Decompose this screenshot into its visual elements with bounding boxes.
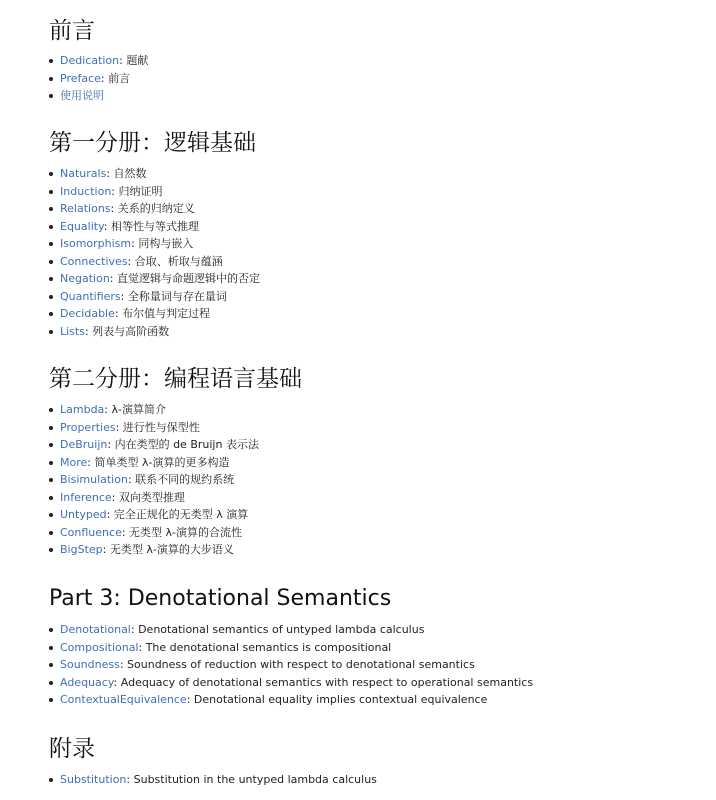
chapter-desc: : 同构与嵌入 xyxy=(131,237,194,250)
chapter-link[interactable]: Adequacy xyxy=(60,675,114,689)
chapter-link[interactable]: Induction xyxy=(60,184,112,198)
chapter-list xyxy=(49,52,148,105)
list-item xyxy=(60,87,148,105)
section-appendix xyxy=(49,734,377,789)
list-item xyxy=(60,323,260,341)
chapter-list xyxy=(49,165,260,340)
chapter-desc: : λ-演算简介 xyxy=(104,403,166,416)
list-item xyxy=(60,218,260,236)
chapter-desc: : Soundness of reduction with respect to denotational semantics xyxy=(119,658,475,671)
chapter-desc: : 布尔值与判定过程 xyxy=(114,307,211,320)
chapter-link[interactable]: Properties xyxy=(60,420,116,434)
section-title: Part 3: Denotational Semantics xyxy=(49,586,392,611)
chapter-desc: : 关系的归纳定义 xyxy=(110,202,195,215)
chapter-desc: : 题献 xyxy=(119,54,149,67)
chapter-desc: : 无类型 λ-演算的大步语义 xyxy=(102,543,234,556)
list-item xyxy=(60,200,260,218)
chapter-link[interactable]: Connectives xyxy=(60,254,128,268)
list-item xyxy=(60,639,533,657)
list-item xyxy=(60,183,260,201)
chapter-link[interactable]: Lists xyxy=(60,324,85,338)
list-item xyxy=(60,401,302,419)
list-item xyxy=(60,471,302,489)
section-logical-foundations xyxy=(49,128,260,340)
chapter-link[interactable]: Inference xyxy=(60,490,112,504)
chapter-desc: : 自然数 xyxy=(106,167,147,180)
chapter-desc: : 内在类型的 de Bruijn 表示法 xyxy=(107,438,259,451)
chapter-desc: : 列表与高阶函数 xyxy=(84,324,170,338)
chapter-link[interactable]: Equality xyxy=(60,219,104,233)
chapter-desc: : 完全正规化的无类型 λ 演算 xyxy=(106,508,249,521)
chapter-desc: : 前言 xyxy=(100,71,131,85)
list-item xyxy=(60,541,302,559)
chapter-desc: : 进行性与保型性 xyxy=(115,420,200,434)
chapter-desc: : Denotational equality implies contextual equivalence xyxy=(186,693,488,706)
chapter-desc: : 简单类型 λ-演算的更多构造 xyxy=(87,455,230,469)
list-item xyxy=(60,253,260,271)
list-item xyxy=(60,419,302,437)
list-item xyxy=(60,70,148,88)
chapter-desc: : 联系不同的规约系统 xyxy=(127,473,235,486)
chapter-link[interactable]: Denotational xyxy=(60,623,131,636)
list-item xyxy=(60,436,302,454)
list-item xyxy=(60,454,302,472)
chapter-list xyxy=(49,401,302,559)
section-title: 前言 xyxy=(49,18,95,44)
chapter-link[interactable]: Isomorphism xyxy=(60,237,132,250)
list-item xyxy=(60,506,302,524)
list-item xyxy=(60,771,377,789)
chapter-link[interactable]: ContextualEquivalence xyxy=(60,693,187,706)
chapter-desc: : 无类型 λ-演算的合流性 xyxy=(121,525,243,539)
chapter-desc: : 全称量词与存在量词 xyxy=(120,289,227,303)
list-item xyxy=(60,288,260,306)
section-preface xyxy=(49,16,148,105)
list-item xyxy=(60,656,533,674)
chapter-link[interactable]: Naturals xyxy=(60,167,107,180)
list-item xyxy=(60,489,302,507)
chapter-desc: : 双向类型推理 xyxy=(111,490,185,504)
chapter-link[interactable]: Lambda xyxy=(60,403,105,416)
chapter-link[interactable]: Soundness xyxy=(60,658,120,671)
list-item xyxy=(60,524,302,542)
chapter-link[interactable]: Relations xyxy=(60,202,111,215)
list-item xyxy=(60,674,533,692)
chapter-link[interactable]: DeBruijn xyxy=(60,438,108,451)
section-denotational-semantics xyxy=(49,584,533,709)
chapter-desc: : 归纳证明 xyxy=(111,184,163,198)
section-programming-language-foundations xyxy=(49,364,302,559)
chapter-desc: : Substitution in the untyped lambda calculus xyxy=(126,773,377,786)
chapter-desc: : 相等性与等式推理 xyxy=(103,219,199,233)
chapter-desc: : Adequacy of denotational semantics with respect to operational semantics xyxy=(113,675,534,689)
chapter-desc: : 直觉逻辑与命题逻辑中的否定 xyxy=(109,272,260,285)
chapter-list xyxy=(49,621,533,709)
chapter-link[interactable]: More xyxy=(60,455,88,469)
chapter-link[interactable]: Quantifiers xyxy=(60,289,121,303)
chapter-link[interactable]: 使用说明 xyxy=(60,89,104,102)
section-title: 附录 xyxy=(49,736,95,762)
list-item xyxy=(60,235,260,253)
chapter-desc: : Denotational semantics of untyped lambda calculus xyxy=(130,623,425,636)
list-item xyxy=(60,52,148,70)
chapter-link[interactable]: BigStep xyxy=(60,543,103,556)
chapter-link[interactable]: Decidable xyxy=(60,307,115,320)
section-title: 第一分册：逻辑基础 xyxy=(49,130,256,156)
chapter-link[interactable]: Bisimulation xyxy=(60,473,128,486)
chapter-link[interactable]: Compositional xyxy=(60,640,139,654)
list-item xyxy=(60,270,260,288)
list-item xyxy=(60,305,260,323)
chapter-link[interactable]: Dedication xyxy=(60,54,120,67)
chapter-desc: : The denotational semantics is compositional xyxy=(138,640,392,654)
chapter-list xyxy=(49,771,377,789)
section-title: 第二分册：编程语言基础 xyxy=(49,366,302,392)
chapter-desc: : 合取、析取与蕴涵 xyxy=(127,254,223,268)
chapter-link[interactable]: Negation xyxy=(60,272,110,285)
list-item xyxy=(60,165,260,183)
chapter-link[interactable]: Substitution xyxy=(60,773,127,786)
list-item xyxy=(60,691,533,709)
chapter-link[interactable]: Untyped xyxy=(60,508,107,521)
list-item xyxy=(60,621,533,639)
chapter-link[interactable]: Confluence xyxy=(60,525,122,539)
chapter-link[interactable]: Preface xyxy=(60,71,101,85)
